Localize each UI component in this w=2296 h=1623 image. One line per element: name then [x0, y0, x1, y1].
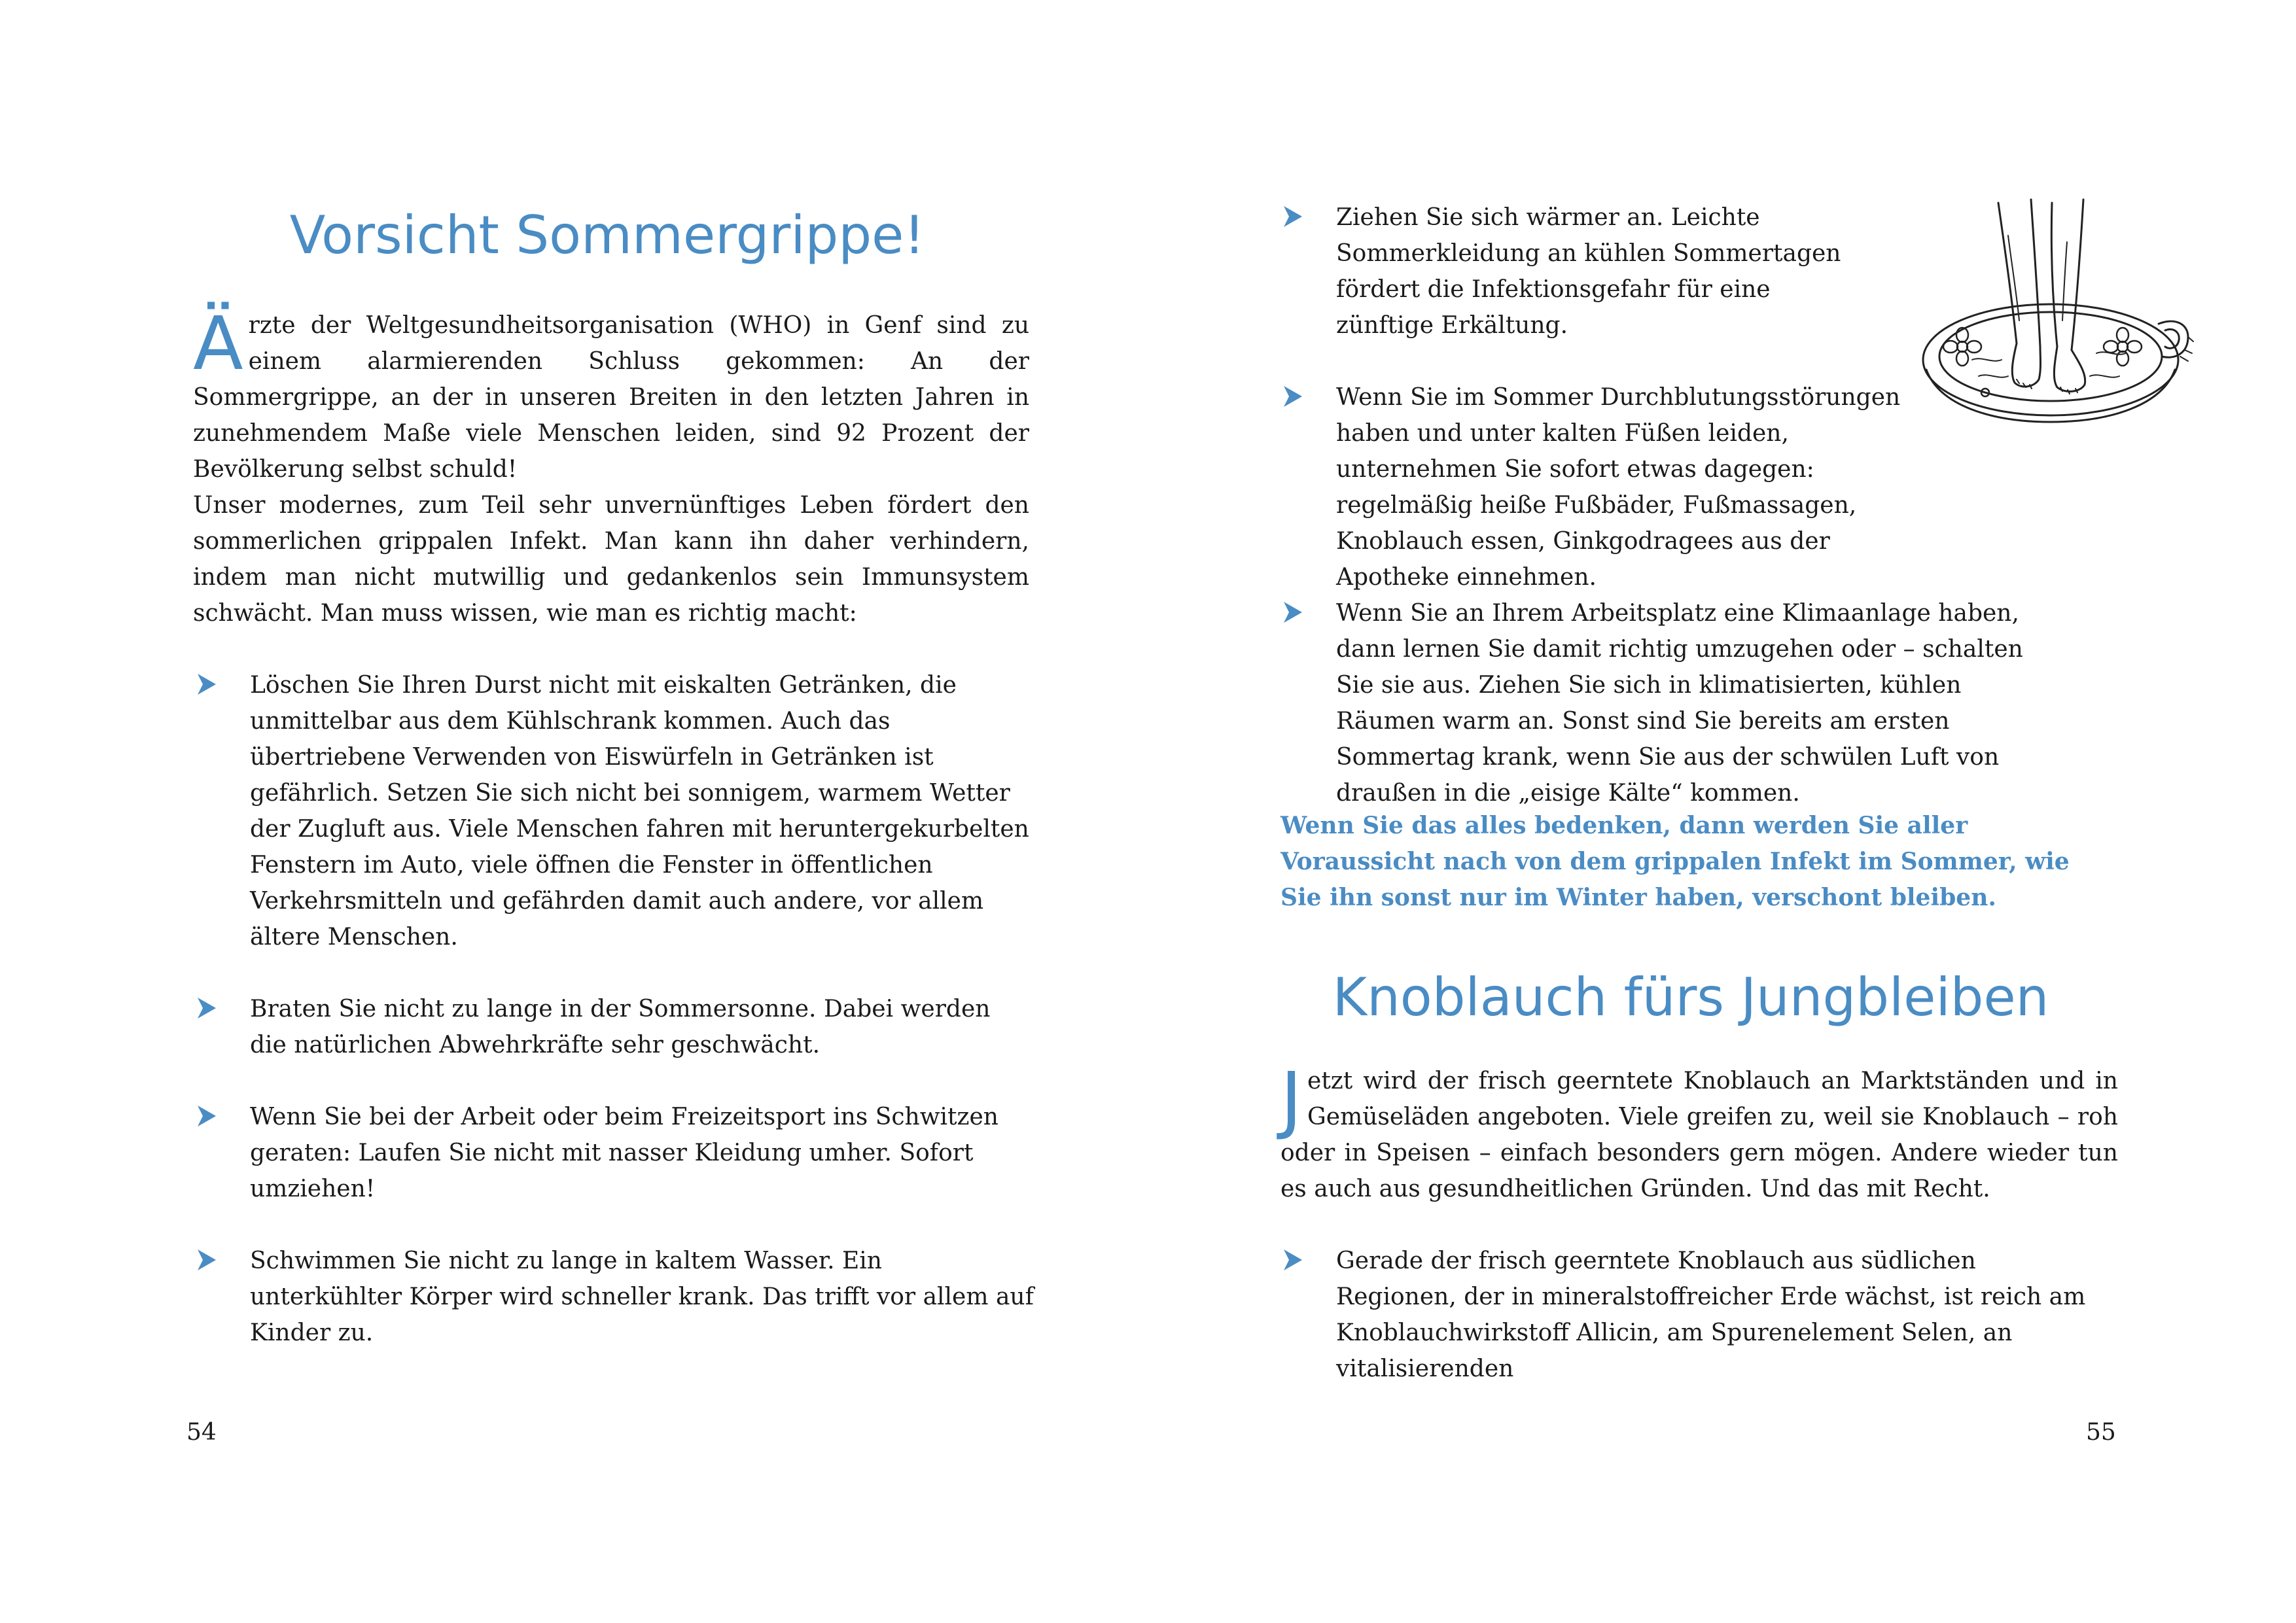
list-item-text: Braten Sie nicht zu lange in der Sommersonne. Dabei werden die natürlichen Abwehrkräfte sehr geschwächt.: [250, 996, 991, 1058]
list-item-text: Schwimmen Sie nicht zu lange in kaltem Wasser. Ein unterkühlter Körper wird schneller krank. Das trifft vor allem auf Kinder zu.: [250, 1248, 1034, 1346]
list-item-text: Wenn Sie im Sommer Durchblutungsstörungen haben und unter kalten Füßen leiden, unternehmen Sie sofort etwas dagegen: regelmäßig heiße Fußbäder, Fußmassagen, Knoblauch essen, Ginkgodragees aus der Apotheke einnehmen.: [1336, 384, 1901, 591]
section-title: Knoblauch fürs Jungbleiben: [1332, 967, 2049, 1028]
intro-text: etzt wird der frisch geerntete Knoblauch an Marktständen und in Gemüseläden angeboten. Viele greifen zu, weil sie Knoblauch – roh oder in Speisen – einfach besonders gern mögen. Andere wieder tun es auch aus gesundheitlichen Gründen. Und das mit Recht.: [1280, 1068, 2118, 1202]
intro-text: rzte der Weltgesundheitsorganisation (WHO) in Genf sind zu einem alarmierenden Schluss gekommen: An der Sommergrippe, an der in unseren Breiten in den letzten Jahren in zunehmendem Maße viele Menschen leiden, sind 92 Prozent der Bevölkerung selbst schuld!: [193, 312, 1029, 483]
page-title: Vorsicht Sommergrippe!: [289, 205, 925, 266]
list-item: [1282, 595, 2035, 811]
callout-text: Wenn Sie das alles bedenken, dann werden Sie aller Voraussicht nach von dem grippalen Infekt im Sommer, wie Sie ihn sonst nur im Winter haben, verschont bleiben.: [1280, 812, 2070, 911]
list-item: [196, 667, 1034, 955]
right-page: [1148, 0, 2296, 1623]
intro-paragraph: [1280, 1057, 2118, 1207]
page-number: 54: [186, 1419, 217, 1446]
list-item-text: Löschen Sie Ihren Durst nicht mit eiskalten Getränken, die unmittelbar aus dem Kühlschrank kommen. Auch das übertriebene Verwenden von Eiswürfeln in Getränken ist gefährlich. Setzen Sie sich nicht bei sonnigem, warmem Wetter der Zugluft aus. Viele Menschen fahren mit heruntergekurbelten Fenstern im Auto, viele öffnen die Fenster in öffentlichen Verkehrsmitteln und gefährden damit auch andere, vor allem ältere Menschen.: [250, 672, 1029, 951]
list-item-text: Wenn Sie an Ihrem Arbeitsplatz eine Klimaanlage haben, dann lernen Sie damit richtig umzugehen oder – schalten Sie sie aus. Ziehen Sie sich in klimatisierten, kühlen Räumen warm an. Sonst sind Sie bereits am ersten Sommertag krank, wenn Sie aus der schwülen Luft von draußen in die „eisige Kälte“ kommen.: [1336, 600, 2023, 807]
list-item-text: Wenn Sie bei der Arbeit oder beim Freizeitsport ins Schwitzen geraten: Laufen Sie nicht mit nasser Kleidung umher. Sofort umziehen!: [250, 1104, 998, 1202]
triangle-arrow-icon: [196, 674, 216, 695]
list-item: [196, 991, 1034, 1063]
dropcap: J: [1280, 1057, 1303, 1142]
triangle-arrow-icon: [1282, 602, 1302, 623]
triangle-arrow-icon: [1282, 386, 1302, 407]
triangle-arrow-icon: [1282, 206, 1302, 227]
triangle-arrow-icon: [196, 1249, 216, 1270]
foot-bath-illustration: [1900, 196, 2195, 445]
list-item-text: Ziehen Sie sich wärmer an. Leichte Sommerkleidung an kühlen Sommertagen fördert die Infektionsgefahr für eine zünftige Erkältung.: [1336, 204, 1841, 339]
list-item: [196, 1099, 1034, 1207]
body-paragraph: Unser modernes, zum Teil sehr unvernünftiges Leben fördert den sommerlichen grippalen Infekt. Man kann ihn daher verhindern, indem man nicht mutwillig und gedankenlos sein Immunsystem schwächt. Man muss wissen, wie man es richtig macht:: [193, 492, 1029, 627]
list-item: [1282, 1243, 2087, 1387]
list-item: [196, 1243, 1034, 1351]
page-number: 55: [2086, 1419, 2116, 1446]
list-item-text: Gerade der frisch geerntete Knoblauch aus südlichen Regionen, der in mineralstoffreicher Erde wächst, ist reich am Knoblauchwirkstoff Allicin, am Spurenelement Selen, an vitalisierenden: [1336, 1248, 2086, 1382]
intro-paragraph: [193, 302, 1029, 487]
triangle-arrow-icon: [196, 998, 216, 1019]
triangle-arrow-icon: [1282, 1249, 1302, 1270]
triangle-arrow-icon: [196, 1106, 216, 1126]
dropcap: Ä: [193, 302, 243, 387]
